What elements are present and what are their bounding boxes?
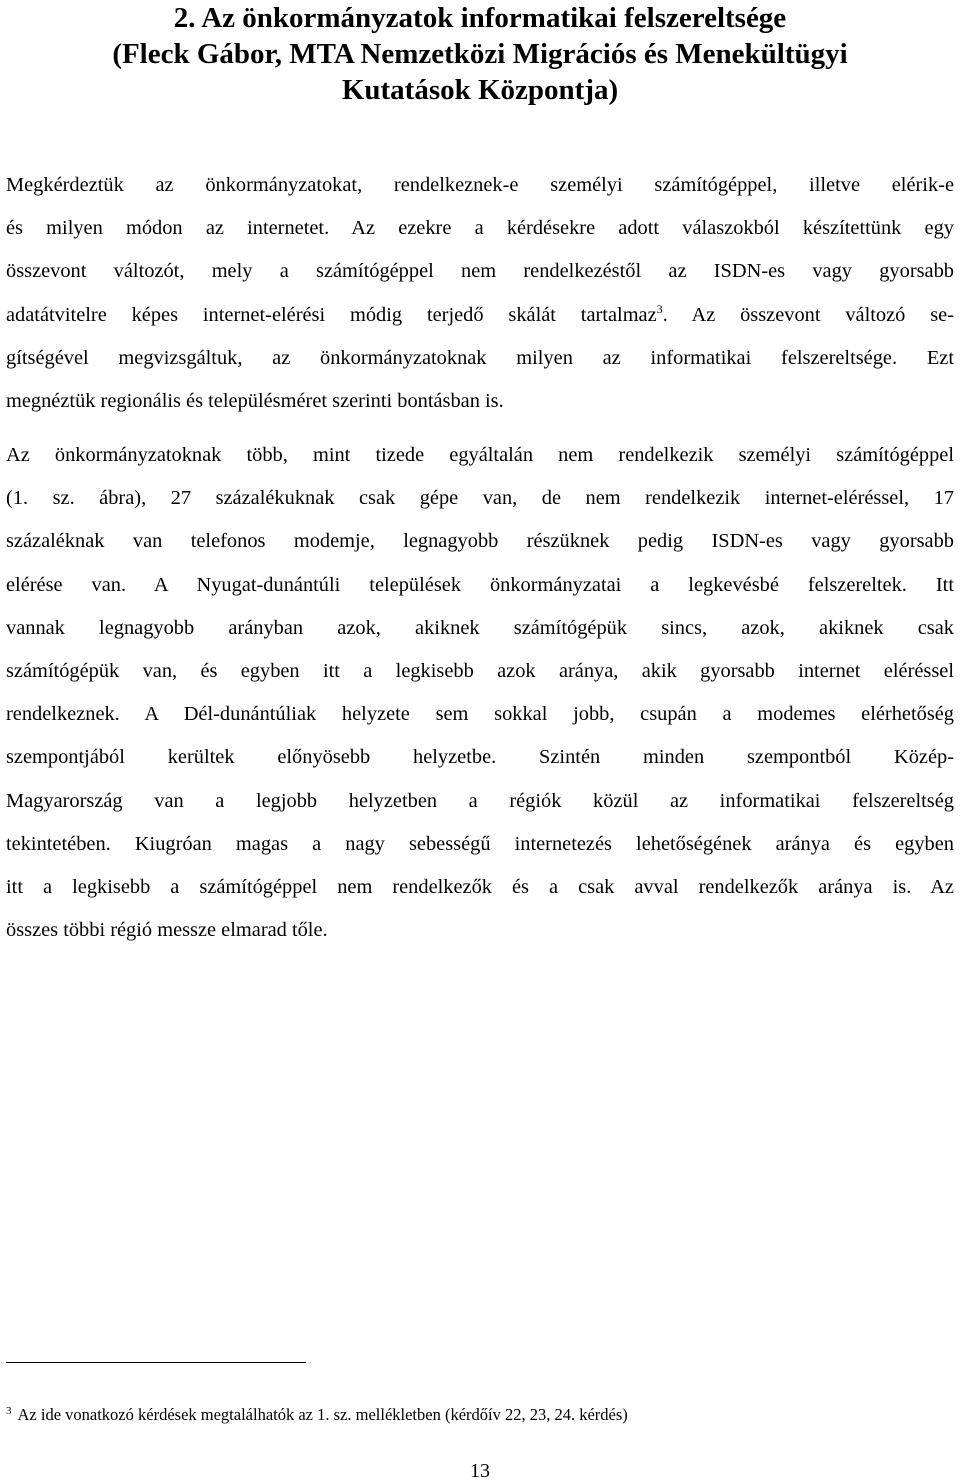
paragraph-1-line: megnéztük regionális és településméret szerinti bontásban is.	[6, 390, 504, 413]
paragraph-1-line: Megkérdeztük az önkormányzatokat, rendelkeznek-e személyi számítógéppel, illetve elérik-e	[6, 174, 954, 196]
paragraph-2-line: Magyarország van a legjobb helyzetben a régiók közül az informatikai felszereltség	[6, 789, 954, 812]
paragraph-1-line-with-footnote	[6, 294, 954, 337]
paragraph-2-line: (1. sz. ábra), 27 százalékuknak csak gépe van, de nem rendelkezik internet-eléréssel, 17	[6, 487, 954, 510]
footnote-reference[interactable]: 3	[656, 301, 663, 316]
paragraph-2-line: Az önkormányzatoknak több, mint tizede egyáltalán nem rendelkezik személyi számítógéppel	[6, 444, 954, 466]
paragraph-2-line: itt a legkisebb a számítógéppel nem rendelkezők és a csak avval rendelkezők aránya is. Az	[6, 876, 954, 899]
heading-line-3: Kutatások Központja)	[341, 74, 619, 106]
footnote-number: 3	[6, 1404, 12, 1417]
footnote	[6, 1404, 628, 1426]
paragraph-1	[6, 164, 954, 423]
paragraph-1-line: gítségével megvizsgáltuk, az önkormányzatoknak milyen az informatikai felszereltsége. Ezt	[6, 346, 954, 369]
footnote-text: Az ide vonatkozó kérdések megtalálhatók az 1. sz. mellékletben (kérdőív 22, 23, 24. kérdés)	[17, 1405, 628, 1424]
paragraph-1-line: összevont változót, mely a számítógéppel nem rendelkezéstől az ISDN-es vagy gyorsabb	[6, 260, 954, 283]
paragraph-2-line: szempontjából kerültek előnyösebb helyzetbe. Szintén minden szempontból Közép-	[6, 746, 954, 769]
paragraph-2	[6, 434, 954, 952]
heading-line-2: (Fleck Gábor, MTA Nemzetközi Migrációs és Menekültügyi	[112, 38, 848, 70]
paragraph-1-line-tail: . Az összevont változó se-	[662, 303, 954, 326]
paragraph-2-line: százaléknak van telefonos modemje, legnagyobb részüknek pedig ISDN-es vagy gyorsabb	[6, 530, 954, 553]
paragraph-2-line: vannak legnagyobb arányban azok, akiknek számítógépük sincs, azok, akiknek csak	[6, 616, 954, 639]
paragraph-2-line: rendelkeznek. A Dél-dunántúliak helyzete sem sokkal jobb, csupán a modemes elérhetőség	[6, 703, 954, 726]
section-heading	[0, 0, 960, 108]
paragraph-2-line: tekintetében. Kiugróan magas a nagy sebességű internetezés lehetőségének aránya és egyben	[6, 832, 954, 855]
paragraph-1-line-text: adatátvitelre képes internet-elérési módig terjedő skálát tartalmaz	[6, 303, 657, 326]
paragraph-2-line: számítógépük van, és egyben itt a legkisebb azok aránya, akik gyorsabb internet eléréssel	[6, 660, 954, 683]
paragraph-1-line: és milyen módon az internetet. Az ezekre a kérdésekre adott válaszokból készítettünk egy	[6, 217, 954, 240]
heading-line-1: 2. Az önkormányzatok informatikai felszereltsége	[173, 2, 787, 34]
paragraph-2-line: elérése van. A Nyugat-dunántúli települések önkormányzatai a legkevésbé felszereltek. Itt	[6, 573, 954, 596]
footnote-separator	[6, 1362, 306, 1363]
paragraph-2-line: összes többi régió messze elmarad tőle.	[6, 919, 328, 942]
page-number: 13	[470, 1460, 490, 1482]
